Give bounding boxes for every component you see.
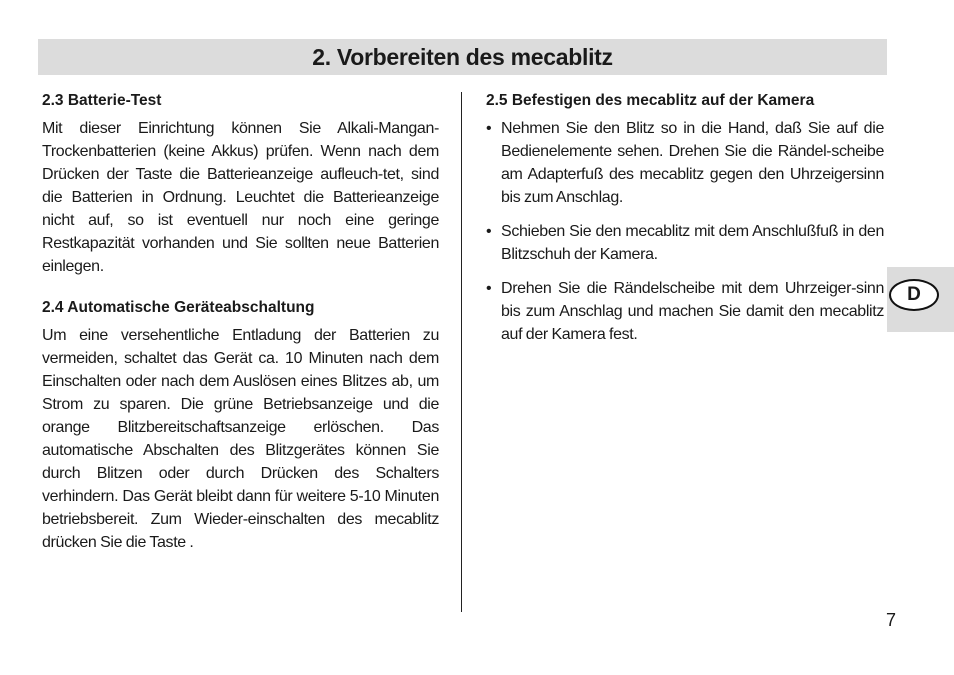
bullet-text: Drehen Sie die Rändelscheibe mit dem Uhrzeiger-sinn bis zum Anschlag und machen Sie damit den mecablitz auf der Kamera fest. — [501, 280, 884, 343]
bullet-marker: • — [486, 120, 492, 137]
section-body-auto-shutoff: Um eine versehentliche Entladung der Batterien zu vermeiden, schaltet das Gerät ca. 10 Minuten nach dem Einschalten oder nach dem Auslösen eines Blitzes ab, um Strom zu sparen. Die grüne Betriebsanzeige und die orange Blitzbereitschaftsanzeige erlöschen. Das automatische Abschalten des Blitzgerätes können Sie durch Blitzen oder durch Drücken des Schalters verhindern. Das Gerät bleibt dann für weitere 5-10 Minuten betriebsbereit. Zum Wieder-einschalten des mecablitz drücken Sie die Taste . — [42, 327, 439, 551]
chapter-header-bar — [38, 39, 887, 75]
language-tab — [887, 267, 954, 332]
right-column — [486, 89, 884, 346]
bullet-marker: • — [486, 223, 492, 240]
bullet-text: Schieben Sie den mecablitz mit dem Anschlußfuß in den Blitzschuh der Kamera. — [501, 223, 884, 263]
left-column — [42, 89, 439, 554]
column-divider — [461, 92, 462, 612]
bullet-text: Nehmen Sie den Blitz so in die Hand, daß Sie auf die Bedienelemente sehen. Drehen Sie die Rändel-scheibe am Adapterfuß des mecablitz gegen den Uhrzeigersinn bis zum Anschlag. — [501, 120, 884, 206]
section-battery-test — [42, 89, 439, 278]
page-number: 7 — [886, 610, 897, 630]
bullet-item — [486, 277, 884, 346]
section-heading-auto-shutoff: 2.4 Automatische Geräteabschaltung — [42, 299, 315, 316]
bullet-item — [486, 220, 884, 266]
section-body-battery-test: Mit dieser Einrichtung können Sie Alkali-Mangan-Trockenbatterien (keine Akkus) prüfen. Wenn nach dem Drücken der Taste die Batterieanzeige aufleuch-tet, sind die Batterien in Ordnung. Leuchtet die Batterieanzeige nicht auf, so ist eventuell nur noch eine geringe Restkapazität vorhanden und Sie sollten neue Batterien einlegen. — [42, 120, 439, 275]
language-badge: D — [889, 279, 939, 311]
section-auto-shutoff — [42, 296, 439, 554]
bullet-item — [486, 117, 884, 209]
chapter-title: 2. Vorbereiten des mecablitz — [312, 44, 613, 70]
bullet-marker: • — [486, 280, 492, 297]
section-heading-attach-flash: 2.5 Befestigen des mecablitz auf der Kamera — [486, 92, 815, 109]
section-heading-battery-test: 2.3 Batterie-Test — [42, 92, 162, 109]
